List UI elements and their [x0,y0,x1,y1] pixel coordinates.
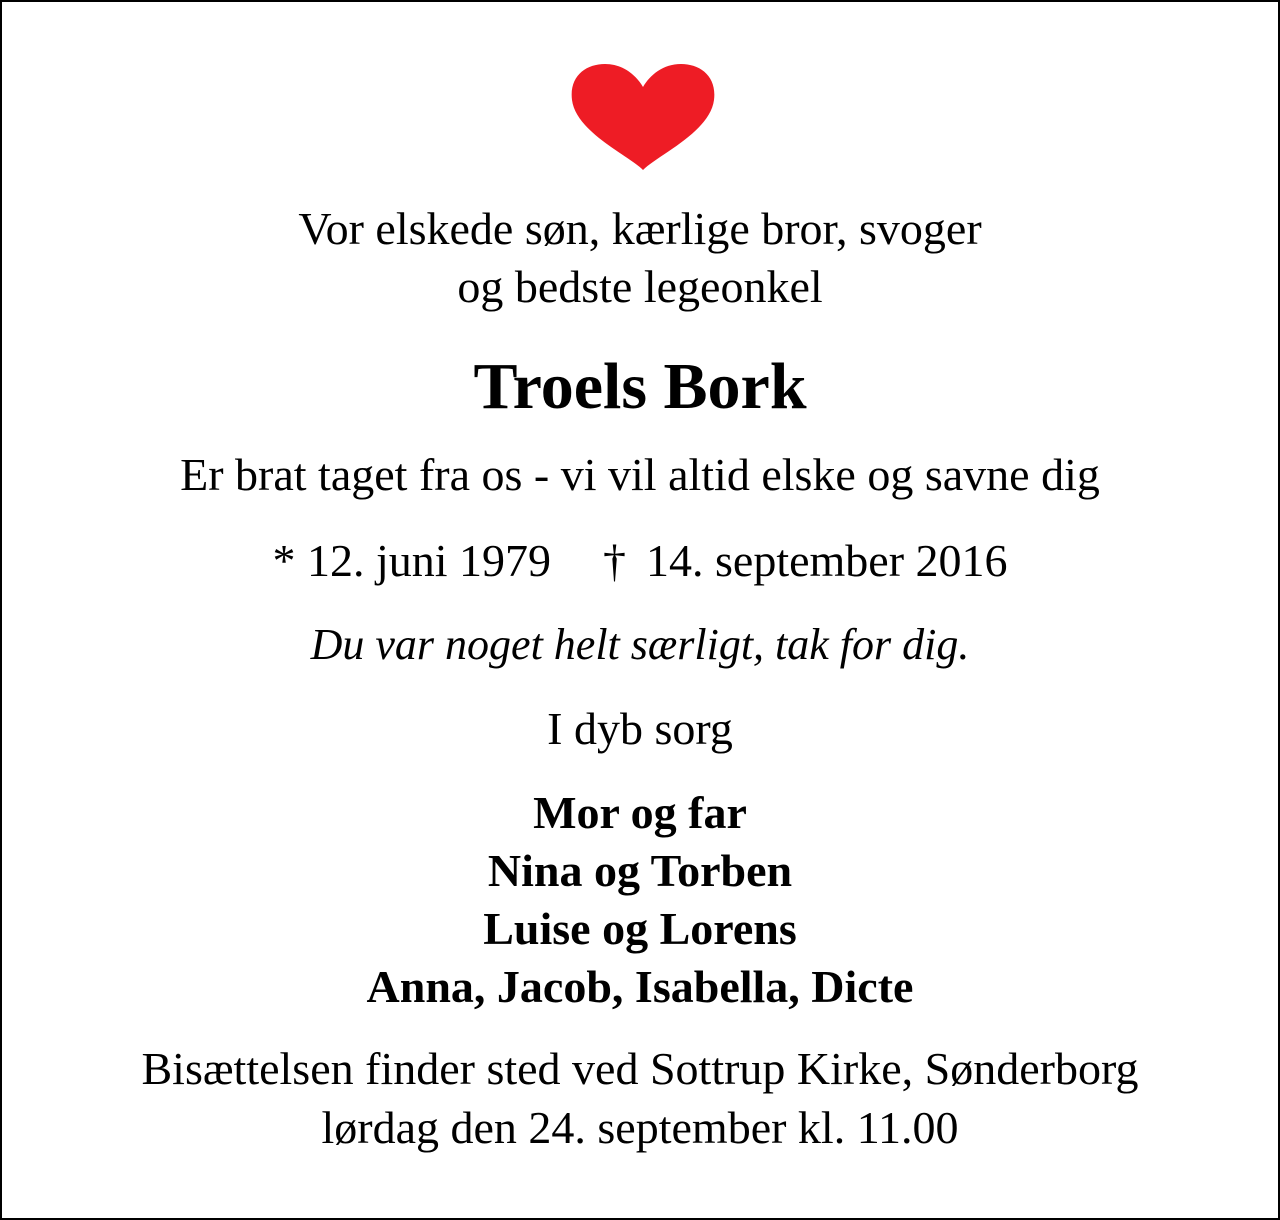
funeral-line-1: Bisættelsen finder sted ved Sottrup Kirke, Sønderborg [141,1043,1139,1094]
heart-icon [570,62,716,172]
cross-symbol: † [603,535,627,586]
life-dates [2,535,1278,586]
deceased-name: Troels Bork [473,350,807,423]
intro-line-2: og bedste legeonkel [457,261,823,312]
birth-symbol: * [272,535,296,586]
family-line-3: Luise og Lorens [483,903,797,954]
heart-shape [572,64,715,170]
death-date: 14. september 2016 [646,535,1008,586]
mourning-text: I dyb sorg [547,703,733,754]
tagline: Er brat taget fra os - vi vil altid elske og savne dig [180,449,1100,500]
family-line-4: Anna, Jacob, Isabella, Dicte [366,961,914,1012]
birth-date: 12. juni 1979 [306,535,552,586]
family-line-2: Nina og Torben [487,845,793,896]
quote: Du var noget helt særligt, tak for dig. [310,620,970,669]
family-line-1: Mor og far [533,787,747,838]
funeral-line-2: lørdag den 24. september kl. 11.00 [321,1102,959,1153]
intro-line-1: Vor elskede søn, kærlige bror, svoger [298,203,982,254]
